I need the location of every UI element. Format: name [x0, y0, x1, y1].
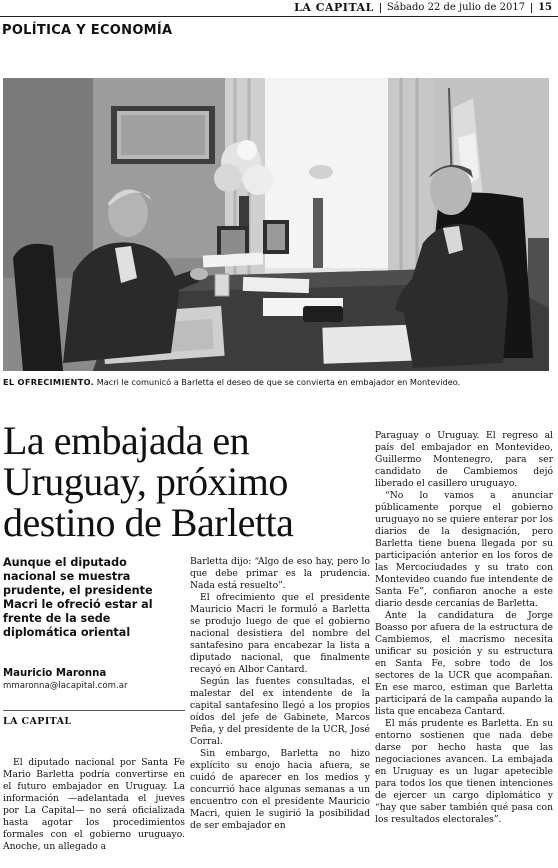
- author-name: Mauricio Maronna: [3, 668, 107, 679]
- section-bar: [0, 16, 558, 43]
- body-column-3: [375, 430, 553, 826]
- body-column-2: [190, 556, 370, 832]
- page-number: 15: [538, 2, 552, 13]
- masthead-divider: [531, 3, 532, 13]
- body-paragraph: Según las fuentes consultadas, el malestar del ex intendente de la capital santafesino llegó a los propios oídos del jefe de Gabinete, Marcos Peña, y del presidente de la UCR, José Corral.: [190, 676, 370, 747]
- newspaper-name: LA CAPITAL: [294, 1, 374, 14]
- masthead-info: [294, 1, 552, 14]
- body-paragraph: Sin embargo, Barletta no hizo explícito su enojo hacia afuera, se cuidó de aparecer en los medios y concurrió hace algunas semanas a un encuentro con el presidente Mauricio Macri, quien le sugirió la posibilidad de ser embajador en: [190, 748, 370, 831]
- photo-caption: [3, 377, 551, 388]
- body-paragraph: Ante la candidatura de Jorge Boasso por afuera de la estructura de Cambiemos, el macrismo necesita unificar su posición y su estructura en Santa Fe, sobre todo de los sectores de la UCR que acompañan. En ese marco, estiman que Barletta participará de la campaña aupando la lista que encabeza Cantard.: [375, 610, 553, 717]
- headline-line: destino de Barletta: [3, 500, 294, 545]
- article-photo: [3, 78, 549, 371]
- body-paragraph: “No lo vamos a anunciar públicamente porque el gobierno uruguayo no se quiere enterar por los diarios de la designación, pero Barletta tiene buena llegada por su participación anterior en los foros de las Mercociudades y su trato con Montevideo cuando fue intendente de Santa Fe”, confiaron anoche a este diario desde cercanías de Barletta.: [375, 490, 553, 609]
- office-meeting-photo: [3, 78, 549, 371]
- headline: [3, 420, 373, 543]
- deck-subheadline: Aunque el diputado nacional se muestra prudente, el presidente Macri le ofreció estar al frente de la sede diplomática oriental: [3, 556, 153, 639]
- source-credit: LA CAPITAL: [3, 716, 72, 727]
- body-paragraph: El diputado nacional por Santa Fe Mario Barletta podría convertirse en el futuro embajador en Uruguay. La información —adelantada el jueves por La Capital— no será oficializada hasta agotar los procedimientos formales con el gobierno uruguayo. Anoche, un allegado a: [3, 757, 185, 852]
- masthead: [0, 0, 558, 16]
- body-paragraph: Paraguay o Uruguay. El regreso al país del embajador en Montevideo, Guillermo Montenegro, para ser candidato de Cambiemos dejó liberado el casillero uruguayo.: [375, 430, 553, 489]
- byline: [3, 667, 185, 692]
- headline-line: Uruguay, próximo: [3, 459, 288, 504]
- author-email: mmaronna@lacapital.com.ar: [3, 681, 128, 691]
- body-paragraph: El ofrecimiento que el presidente Mauricio Macri le formuló a Barletta se produjo luego de que el gobierno nacional desistiera del nombre del santafesino para encabezar la lista a diputado nacional, que finalmente recayó en Albor Cantard.: [190, 592, 370, 675]
- caption-lead: EL OFRECIMIENTO.: [3, 377, 95, 387]
- issue-date: Sábado 22 de julio de 2017: [386, 2, 526, 13]
- credit-divider: [3, 710, 185, 711]
- body-paragraph: El más prudente es Barletta. En su entorno sostienen que nada debe darse por hecho hasta que las negociaciones avancen. La embajada en Uruguay es un lugar apetecible para todos los que tienen intenciones de ejercer un cargo diplomático y “hay que saber también qué pasa con los resultados electorales”.: [375, 718, 553, 825]
- section-label: POLÍTICA Y ECONOMÍA: [2, 23, 173, 38]
- caption-text: Macri le comunicó a Barletta el deseo de que se convierta en embajador en Montevideo.: [94, 377, 461, 387]
- body-column-1: [3, 757, 185, 853]
- headline-line: La embajada en: [3, 418, 250, 463]
- masthead-divider: [380, 3, 381, 13]
- body-paragraph: Barletta dijo: “Algo de eso hay, pero lo que debe primar es la prudencia. Nada está resuelto”.: [190, 556, 370, 591]
